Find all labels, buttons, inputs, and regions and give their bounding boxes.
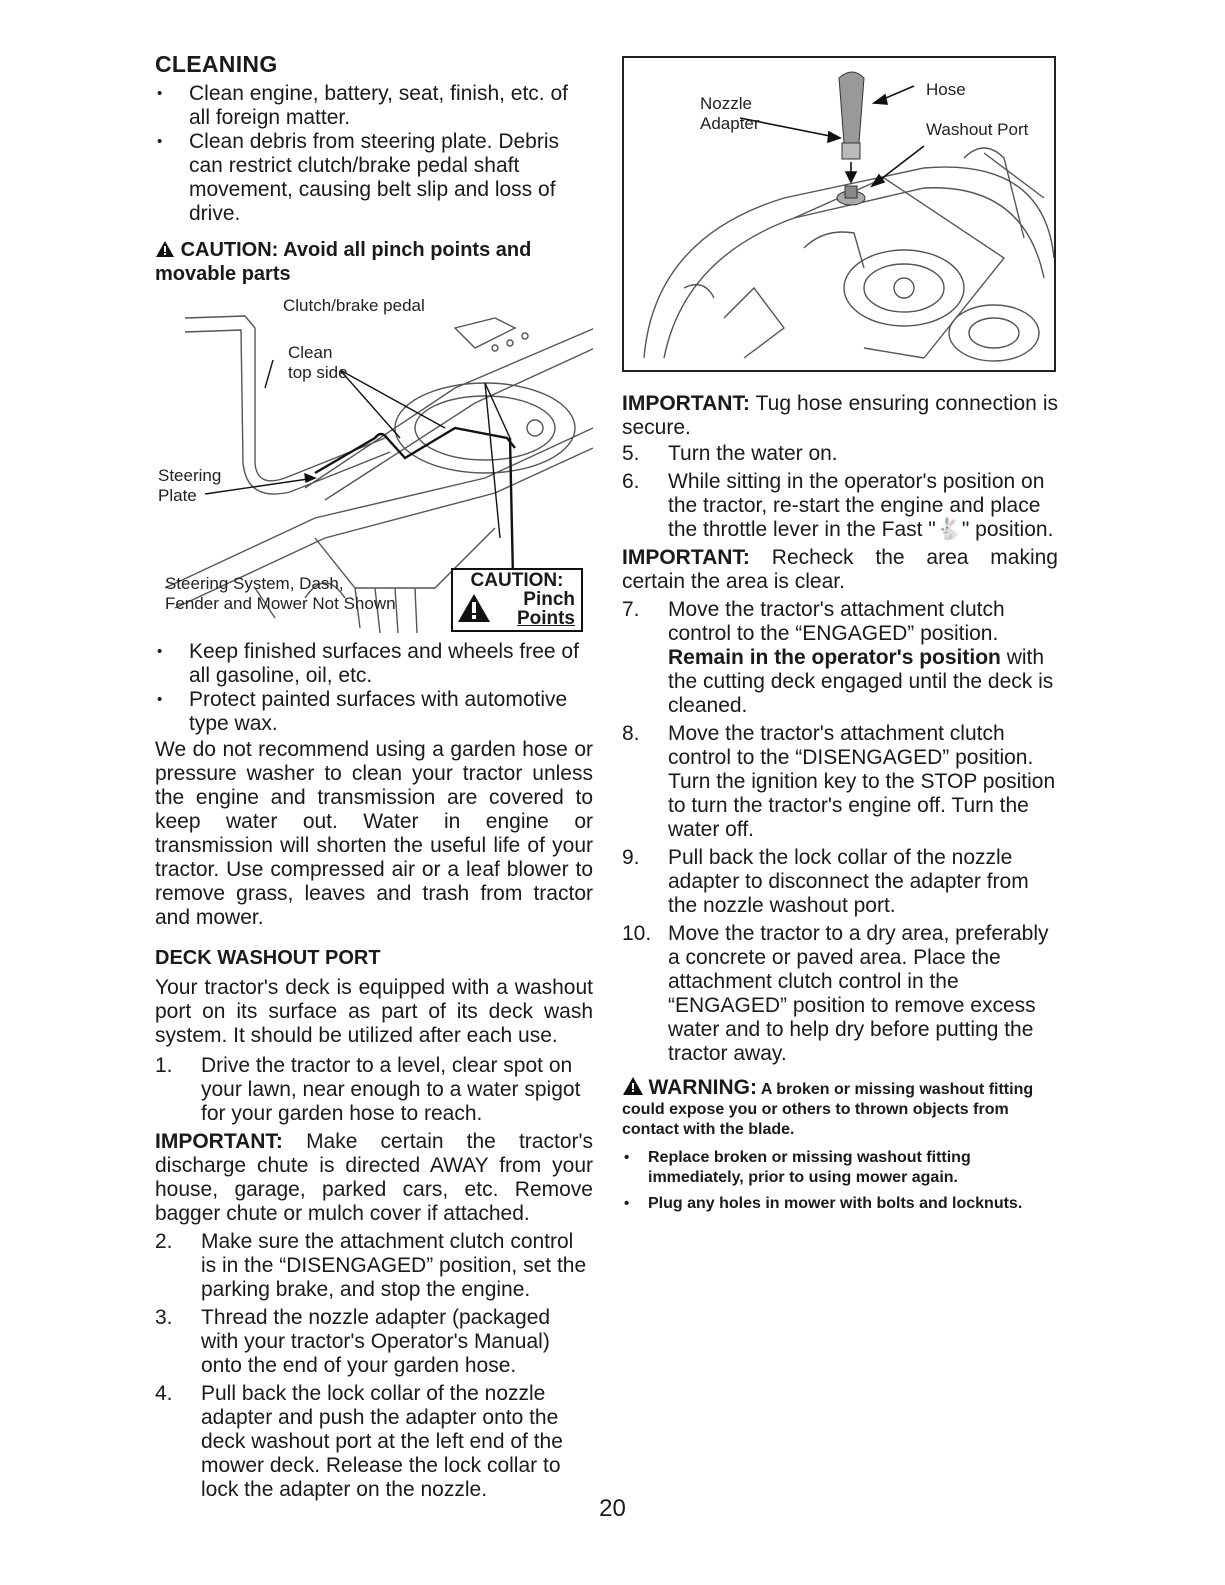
list-item: • Protect painted surfaces with automotive type wax. [155,688,593,736]
callout-points: Points [516,608,575,629]
step-number: 7. [622,598,640,621]
warning-bullets [622,1148,1058,1214]
pinch-points-callout [451,568,583,632]
steps-list-c [622,442,1058,542]
step-text: Move the tractor's attachment clutch control to the “DISENGAGED” position. Turn the ignition key to the STOP position to turn the tractor's engine off. Turn the water off. [668,722,1056,841]
step-item [622,470,1058,542]
page-number: 20 [599,1495,626,1522]
finish-bullets [155,640,593,736]
list-item: • Clean engine, battery, seat, finish, etc. of all foreign matter. [155,82,593,130]
step-item [155,1382,593,1502]
label-washout-port: Washout Port [926,120,1029,139]
warning-label: WARNING: [648,1076,757,1099]
callout-caution: CAUTION: [470,570,564,591]
important-label: IMPORTANT: [622,546,750,569]
label-nozzle: Nozzle [700,94,752,113]
warning-triangle-icon [457,592,491,624]
washout-port-illustration [624,58,1054,370]
step-item [622,846,1058,918]
step-text: Pull back the lock collar of the nozzle adapter to disconnect the adapter from the nozzle washout port. [668,846,1029,917]
cleaning-heading: CLEANING [155,51,278,77]
important-note-2 [622,392,1058,440]
important-text: Tug hose ensuring connection is secure. [622,392,1058,439]
step-number: 2. [155,1230,173,1253]
steering-plate-figure [155,288,593,638]
list-item: • Plug any holes in mower with bolts and locknuts. [622,1194,1058,1214]
warning-statement [622,1076,1058,1140]
label-clean: Clean [288,343,333,362]
important-note-3 [622,546,1058,594]
step-text: While sitting in the operator's position on the tractor, re-start the engine and place the throttle lever in the Fast "🐇" position. [668,470,1054,541]
step-number: 1. [155,1054,173,1077]
deck-intro-paragraph: Your tractor's deck is equipped with a washout port on its surface as part of its deck wash system. It should be utilized after each use. [155,976,593,1047]
steps-list-d [622,598,1058,1066]
step-item [622,722,1058,842]
important-label: IMPORTANT: [155,1130,283,1153]
deck-washout-heading: DECK WASHOUT PORT [155,947,381,969]
label-hose: Hose [926,80,966,99]
list-item: • Keep finished surfaces and wheels free of all gasoline, oil, etc. [155,640,593,688]
step-number: 6. [622,470,640,493]
warning-triangle-icon [622,1081,648,1098]
caution-text: Avoid all pinch points and movable parts [155,239,532,285]
step-text: Turn the water on. [668,442,838,465]
step-item [622,598,1058,718]
warning-triangle-icon [155,239,181,261]
warning-block [622,1076,1058,1214]
list-item: • Replace broken or missing washout fitting immediately, prior to using mower again. [622,1148,1058,1188]
step-number: 10. [622,922,652,945]
step-text: Make sure the attachment clutch control is in the “DISENGAGED” position, set the parking brake, and stop the engine. [201,1230,587,1301]
callout-pinch: Pinch [523,589,575,610]
step-item [155,1306,593,1378]
step-text: Move the tractor to a dry area, preferably a concrete or paved area. Place the attachment clutch control in the “ENGAGED” position to remove excess water and to help dry before putting the tractor away. [668,922,1049,1065]
caption-line-2: Fender and Mower Not Shown [165,594,396,613]
step-number: 9. [622,846,640,869]
steps-list-a [155,1054,593,1126]
caution-label: CAUTION: [180,239,279,261]
important-label: IMPORTANT: [622,392,750,415]
step-number: 5. [622,442,640,465]
label-plate: Plate [158,486,197,505]
important-note-1 [155,1130,593,1226]
step-text-emphasis: Remain in the operator's position [668,646,1001,669]
left-column [155,50,593,1502]
caution-statement [155,238,593,286]
important-text: Recheck the area making certain the area is clear. [622,546,1058,593]
step-text: Pull back the lock collar of the nozzle adapter and push the adapter onto the deck washout port at the left end of the mower deck. Release the lock collar to lock the adapter on the nozzle. [201,1382,563,1501]
steps-list-b [155,1230,593,1502]
step-item [622,922,1058,1066]
label-clutch-brake-pedal: Clutch/brake pedal [283,296,425,315]
list-item: • Clean debris from steering plate. Debris can restrict clutch/brake pedal shaft movement, causing belt slip and loss of drive. [155,130,593,226]
step-number: 8. [622,722,640,745]
cleaning-bullets [155,82,593,226]
label-top-side: top side [288,363,348,382]
step-item [155,1230,593,1302]
hose-warning-paragraph: We do not recommend using a garden hose or pressure washer to clean your tractor unless the engine and transmission are covered to keep water out. Water in engine or transmission will shorten the useful life of your tractor. Use compressed air or a leaf blower to remove grass, leaves and trash from tractor and mower. [155,738,593,929]
step-item [622,442,1058,466]
right-column [622,56,1058,1214]
step-number: 3. [155,1306,173,1329]
label-adapter: Adapter [700,114,760,133]
caption-line-1: Steering System, Dash, [165,574,344,593]
warning-text: A broken or missing washout fitting could expose you or others to thrown objects from contact with the blade. [622,1081,1034,1138]
washout-port-figure [622,56,1056,372]
step-text: Drive the tractor to a level, clear spot on your lawn, near enough to a water spigot for your garden hose to reach. [201,1054,581,1125]
step-text: Move the tractor's attachment clutch control to the “ENGAGED” position. [668,598,1005,645]
important-text: Make certain the tractor's discharge chute is directed AWAY from your house, garage, parked cars, etc. Remove bagger chute or mulch cover if attached. [155,1130,593,1225]
step-text: with the cutting deck engaged until the deck is cleaned. [668,646,1054,717]
label-steering: Steering [158,466,222,485]
step-text: Thread the nozzle adapter (packaged with your tractor's Operator's Manual) onto the end of your garden hose. [201,1306,551,1377]
step-number: 4. [155,1382,173,1405]
step-item [155,1054,593,1126]
